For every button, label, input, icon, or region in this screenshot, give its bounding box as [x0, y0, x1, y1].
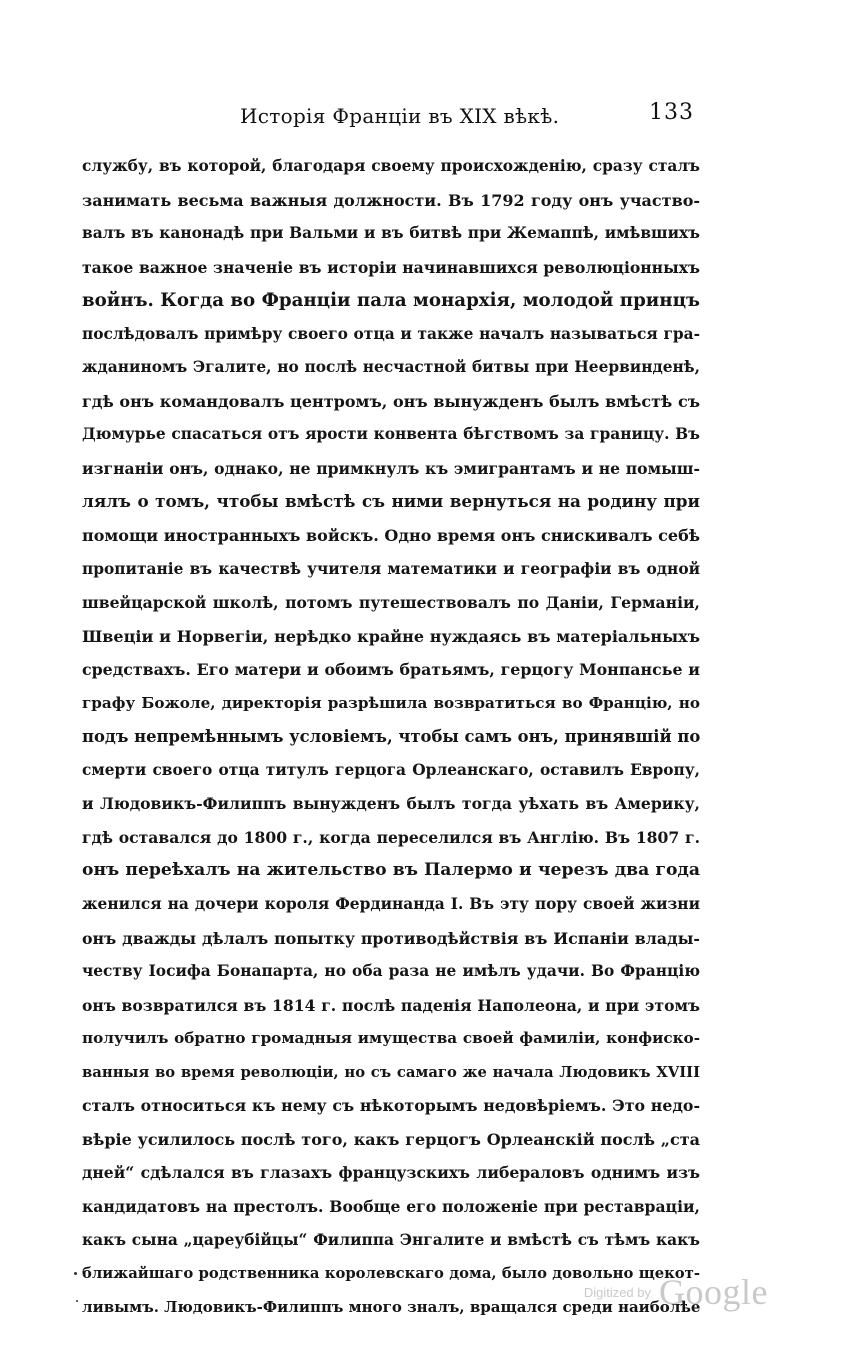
text-line: гдѣ оставался до 1800 г., когда переселился въ Англію. Въ 1807 г. — [82, 827, 700, 847]
text-line: такое важное значеніе въ исторіи начинавшихся революціонныхъ — [82, 257, 700, 277]
text-line: дней“ сдѣлался въ глазахъ французскихъ либераловъ однимъ изъ — [82, 1163, 700, 1183]
text-line: Дюмурье спасаться отъ ярости конвента бѣгствомъ за границу. Въ — [82, 425, 700, 444]
text-line: получилъ обратно громадныя имущества своей фамиліи, конфиско- — [82, 1029, 700, 1048]
text-line: гдѣ онъ командовалъ центромъ, онъ вынужденъ былъ вмѣстѣ съ — [82, 391, 700, 411]
text-line: послѣдовалъ примѣру своего отца и также началъ называться гра- — [82, 324, 700, 343]
text-line: изгнаніи онъ, однако, не примкнулъ къ эмигрантамъ и не помыш- — [82, 458, 700, 478]
text-line: средствахъ. Его матери и обоимъ братьямъ, герцогу Монпансье и — [82, 660, 700, 680]
text-line: подъ непремѣннымъ условіемъ, чтобы самъ онъ, принявшій по — [82, 727, 700, 747]
text-line: онъ возвратился въ 1814 г. послѣ паденія Наполеона, и при этомъ — [82, 995, 700, 1015]
text-line: и Людовикъ-Филиппъ вынужденъ былъ тогда уѣхать въ Америку, — [82, 794, 700, 814]
text-line: какъ сына „цареубійцы“ Филиппа Энгалите и вмѣстѣ съ тѣмъ какъ — [82, 1230, 700, 1249]
text-line: валъ въ канонадѣ при Вальми и въ битвѣ при Жемаппѣ, имѣвшихъ — [82, 224, 700, 243]
text-line: онъ дважды дѣлалъ попытку противодѣйствія въ Испаніи влады- — [82, 928, 700, 948]
watermark-brand: Google — [659, 1272, 768, 1312]
text-line: смерти своего отца титулъ герцога Орлеанскаго, оставилъ Европу, — [82, 760, 700, 779]
text-line: помощи иностранныхъ войскъ. Одно время онъ снискивалъ себѣ — [82, 526, 700, 546]
body-text — [82, 150, 700, 1324]
text-line: пропитаніе въ качествѣ учителя математики и географіи въ одной — [82, 559, 700, 578]
text-line: лялъ о томъ, чтобы вмѣстѣ съ ними вернуться на родину при — [82, 491, 700, 512]
running-head — [80, 100, 700, 136]
text-line: вѣріе усилилось послѣ того, какъ герцогъ Орлеанскій послѣ „ста — [82, 1129, 700, 1149]
text-line: войнъ. Когда во Франціи пала монархія, молодой принцъ — [82, 290, 700, 312]
text-line: сталъ относиться къ нему съ нѣкоторымъ недовѣріемъ. Это недо- — [82, 1096, 700, 1116]
text-line: графу Божоле, директорія разрѣшила возвратиться во Францію, но — [82, 693, 700, 712]
digitized-watermark — [584, 1271, 768, 1313]
text-line: ливымъ. Людовикъ-Филиппъ много зналъ, вращался среди наиболѣе — [82, 1297, 700, 1316]
text-line: ближайшаго родственника королевскаго дома, было довольно щекот- — [82, 1265, 700, 1283]
text-line: Швеціи и Норвегіи, нерѣдко крайне нуждаясь въ матеріальныхъ — [82, 626, 700, 646]
text-line: жданиномъ Эгалите, но послѣ несчастной битвы при Неервинденѣ, — [82, 358, 700, 377]
text-line: ванныя во время революціи, но съ самаго же начала Людовикъ XVIII — [82, 1063, 700, 1081]
running-title: Исторія Франціи въ XIX вѣкѣ. — [240, 104, 560, 128]
page-number: 133 — [649, 100, 694, 125]
text-line: женился на дочери короля Фердинанда I. Въ эту пору своей жизни — [82, 895, 700, 914]
watermark-prefix: Digitized by — [583, 1284, 652, 1300]
text-line: честву Іосифа Бонапарта, но оба раза не имѣлъ удачи. Во Францію — [82, 962, 700, 981]
scan-speck — [76, 1300, 78, 1302]
text-line: швейцарской школѣ, потомъ путешествовалъ по Даніи, Германіи, — [82, 593, 700, 613]
text-line: занимать весьма важныя должности. Въ 1792 году онъ участво- — [82, 190, 700, 210]
text-line: кандидатовъ на престолъ. Вообще его положеніе при реставраціи, — [82, 1196, 700, 1216]
scan-speck — [74, 1272, 77, 1275]
text-line: онъ переѣхалъ на жительство въ Палермо и черезъ два года — [82, 860, 700, 881]
text-line: службу, въ которой, благодаря своему происхожденію, сразу сталъ — [82, 157, 700, 175]
